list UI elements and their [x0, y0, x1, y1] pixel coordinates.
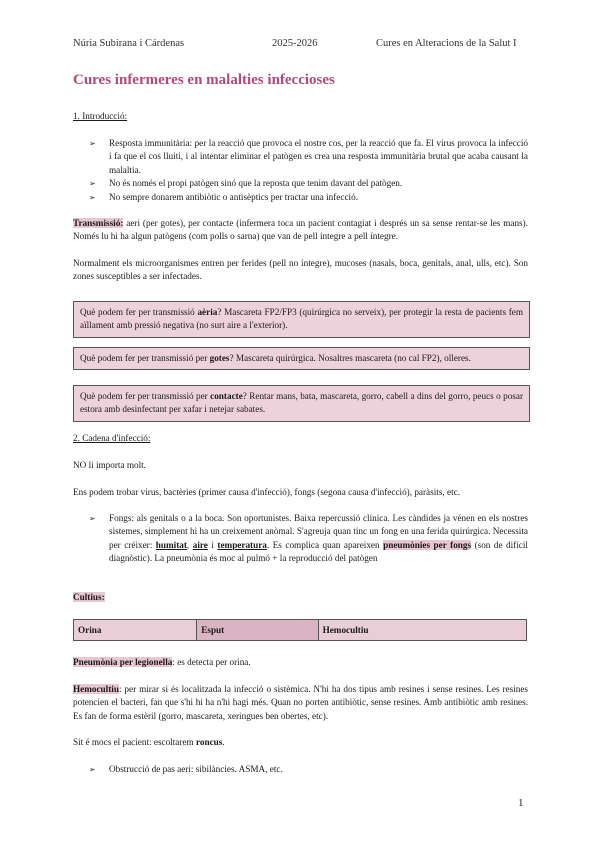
entry-paragraph: Normalment els microorganismes entren per ferides (pell no íntegre), mucoses (nasals, boca, genitals, anal, ulls, etc). Son zones susceptibles a ser infectades.	[73, 258, 528, 282]
airway-list	[89, 763, 528, 776]
cultures-heading: Cultius:	[73, 592, 105, 602]
list-item: ➢ Obstrucció de pas aeri: sibilàncies. ASMA, etc.	[89, 763, 528, 776]
list-item: ➢ No és només el propi patògen sinó que la reposta que tenim davant del patògen.	[89, 177, 528, 190]
arrow-bullet-icon: ➢	[89, 192, 96, 202]
header-course: Cures en Alteracions de la Salut I	[376, 38, 517, 49]
pathogens-paragraph: Ens podem trobar virus, bactèries (primer causa d'infecció), fongs (segona causa d'infecció), paràsits, etc.	[73, 487, 460, 497]
list-item: ➢ Resposta immunitària: per la reacció que provoca el nostre cos, per la reacció que fa. El virus provoca la infecció i fa que el cos lluiti, i al intentar eliminar el patògen es crea una resposta immunitària brutal que acaba causant la malaltia.	[89, 138, 528, 175]
section-2-heading: 2. Cadena d'infecció:	[73, 433, 151, 443]
blood-culture-paragraph: Hemocultiu: per mirar si és localitzada la infecció o sistèmica. N'hi ha dos tipus amb resines i sense resines. Les resines potencien el bacteri, fan que s'hi hi ha n'hi hagi més. Quan no porten antibiòtic, sense resines. Amb antibiòtic amb resines. Es fan de forma estèril (gorro, mascareta, xeringues ben obertes, etc).	[73, 684, 528, 721]
intro-list	[89, 137, 528, 204]
transmission-label: Transmissió:	[73, 218, 124, 228]
arrow-bullet-icon: ➢	[89, 139, 96, 148]
arrow-bullet-icon: ➢	[89, 765, 96, 774]
note-line: NO li importa molt.	[73, 460, 146, 470]
header-author: Núria Subirana i Cárdenas	[73, 38, 185, 49]
fungi-list	[89, 512, 528, 566]
arrow-bullet-icon: ➢	[89, 179, 96, 189]
arrow-bullet-icon: ➢	[89, 514, 96, 523]
page-number: 1	[518, 797, 524, 809]
table-cell: Esput	[197, 620, 318, 641]
table-cell: Orina	[74, 620, 197, 641]
list-item: ➢ Fongs: als genitals o a la boca. Son oportunistes. Baixa repercussió clínica. Les càndides ja vénen en els nostres sistemes, simplement hi ha un creixement anòmal. S'agreuja quan tinc un fong en una ferida quirúrgica. Necessita per créixer: humitat, aire i temperatura. Es complica quan apareixen pneumònies per fongs (son de difícil diagnòstic). La pneumònia és moc al pulmó + la reproducció del patògen	[89, 513, 528, 564]
droplet-box: Què podem fer per transmissió per gotes? Mascareta quirúrgica. Nosaltres mascareta (no cal FP2), olleres.	[73, 347, 530, 370]
listening-paragraph: Sit é mocs el pacient: escoltarem roncus.	[73, 737, 225, 747]
section-1-heading: 1. Introducció:	[73, 111, 128, 121]
legionella-paragraph: Pneumònia per legionella: es detecta per orina.	[73, 657, 251, 667]
table-cell: Hemocultiu	[318, 620, 526, 641]
cultures-table	[73, 619, 527, 641]
document-title: Cures infermeres en malalties infeccioses	[73, 72, 335, 88]
table-row	[74, 620, 527, 641]
airborne-box: Què podem fer per transmissió aèria? Mascareta FP2/FP3 (quirúrgica no serveix), per protegir la resta de pacients fem aïllament amb pressió negativa (no surt aire a l'exterior).	[73, 301, 530, 338]
list-item: ➢ No sempre donarem antibiòtic o antisèptics per tractar una infecció.	[89, 191, 528, 204]
transmission-paragraph: Transmissió: aeri (per gotes), per contacte (infermera toca un pacient contagiat i després un sa sense rentar-se les mans). Només lu hi ha algun patògens (com polls o sarna) que van de pell íntegre a pell íntegre.	[73, 218, 528, 242]
header-year: 2025-2026	[272, 38, 318, 49]
contact-box: Què podem fer per transmissió per contacte? Rentar mans, bata, mascareta, gorro, cabell a dins del gorro, peucs o posar estora amb desinfectant per xafar i netejar sabates.	[73, 385, 530, 422]
